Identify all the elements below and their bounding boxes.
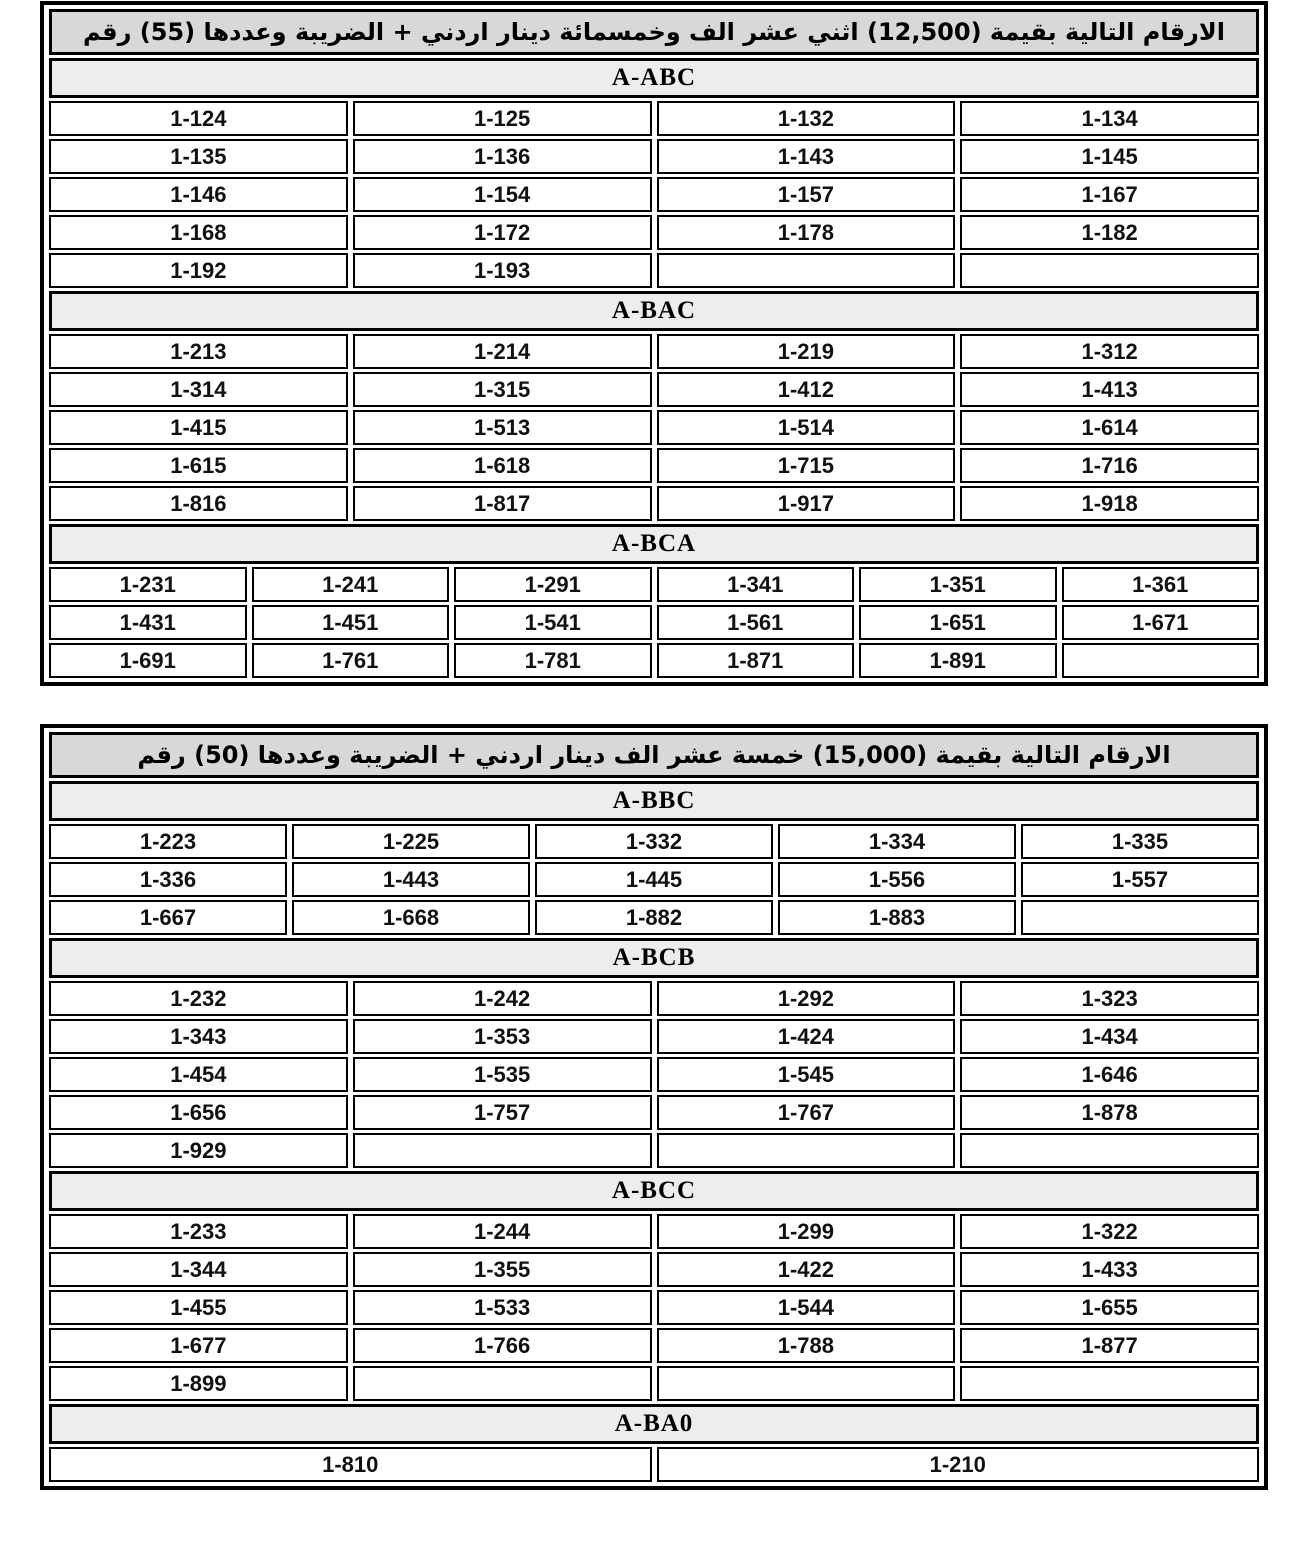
number-cell: 1-210 — [657, 1447, 1260, 1482]
number-cell: 1-716 — [960, 448, 1259, 483]
empty-cell — [960, 1133, 1259, 1168]
number-cell: 1-192 — [49, 253, 348, 288]
number-cell: 1-146 — [49, 177, 348, 212]
empty-cell — [353, 1133, 652, 1168]
number-cell: 1-291 — [454, 567, 652, 602]
number-cell: 1-766 — [353, 1328, 652, 1363]
number-cell: 1-314 — [49, 372, 348, 407]
number-cell: 1-878 — [960, 1095, 1259, 1130]
section-grid-a-bcc — [49, 1214, 1259, 1401]
number-cell: 1-343 — [49, 1019, 348, 1054]
number-cell: 1-193 — [353, 253, 652, 288]
number-cell: 1-143 — [657, 139, 956, 174]
number-cell: 1-614 — [960, 410, 1259, 445]
number-cell: 1-541 — [454, 605, 652, 640]
number-cell: 1-223 — [49, 824, 287, 859]
number-cell: 1-424 — [657, 1019, 956, 1054]
number-cell: 1-322 — [960, 1214, 1259, 1249]
number-cell: 1-431 — [49, 605, 247, 640]
document-content — [40, 1, 1268, 1490]
number-cell: 1-412 — [657, 372, 956, 407]
number-cell: 1-231 — [49, 567, 247, 602]
number-cell: 1-413 — [960, 372, 1259, 407]
empty-cell — [960, 1366, 1259, 1401]
section-header-a-abc: A-ABC — [49, 58, 1259, 98]
number-cell: 1-136 — [353, 139, 652, 174]
section-header-a-ba0: A-BA0 — [49, 1404, 1259, 1444]
section-header-a-bac: A-BAC — [49, 291, 1259, 331]
number-cell: 1-757 — [353, 1095, 652, 1130]
number-cell: 1-715 — [657, 448, 956, 483]
number-cell: 1-533 — [353, 1290, 652, 1325]
number-cell: 1-615 — [49, 448, 348, 483]
number-cell: 1-651 — [859, 605, 1057, 640]
number-cell: 1-233 — [49, 1214, 348, 1249]
number-cell: 1-434 — [960, 1019, 1259, 1054]
number-cell: 1-213 — [49, 334, 348, 369]
empty-cell — [1021, 900, 1259, 935]
number-cell: 1-788 — [657, 1328, 956, 1363]
number-cell: 1-178 — [657, 215, 956, 250]
number-cell: 1-145 — [960, 139, 1259, 174]
number-cell: 1-415 — [49, 410, 348, 445]
number-cell: 1-761 — [252, 643, 450, 678]
number-cell: 1-124 — [49, 101, 348, 136]
number-cell: 1-315 — [353, 372, 652, 407]
table-banner: الارقام التالية بقيمة (12,500) اثني عشر الف وخمسمائة دينار اردني + الضريبة وعددها (55) رقم — [49, 9, 1259, 55]
empty-cell — [657, 1133, 956, 1168]
section-grid-a-abc — [49, 101, 1259, 288]
number-cell: 1-891 — [859, 643, 1057, 678]
section-header-a-bbc: A-BBC — [49, 781, 1259, 821]
number-cell: 1-454 — [49, 1057, 348, 1092]
number-cell: 1-668 — [292, 900, 530, 935]
number-cell: 1-241 — [252, 567, 450, 602]
number-cell: 1-918 — [960, 486, 1259, 521]
number-cell: 1-556 — [778, 862, 1016, 897]
number-cell: 1-451 — [252, 605, 450, 640]
number-cell: 1-134 — [960, 101, 1259, 136]
section-grid-a-bca — [49, 567, 1259, 678]
number-cell: 1-677 — [49, 1328, 348, 1363]
number-cell: 1-646 — [960, 1057, 1259, 1092]
number-cell: 1-344 — [49, 1252, 348, 1287]
number-cell: 1-767 — [657, 1095, 956, 1130]
number-cell: 1-312 — [960, 334, 1259, 369]
number-cell: 1-167 — [960, 177, 1259, 212]
number-cell: 1-336 — [49, 862, 287, 897]
empty-cell — [1062, 643, 1260, 678]
number-cell: 1-168 — [49, 215, 348, 250]
number-cell: 1-443 — [292, 862, 530, 897]
number-cell: 1-242 — [353, 981, 652, 1016]
number-cell: 1-544 — [657, 1290, 956, 1325]
empty-cell — [657, 1366, 956, 1401]
section-header-a-bca: A-BCA — [49, 524, 1259, 564]
empty-cell — [353, 1366, 652, 1401]
number-cell: 1-182 — [960, 215, 1259, 250]
number-cell: 1-535 — [353, 1057, 652, 1092]
number-cell: 1-125 — [353, 101, 652, 136]
number-cell: 1-445 — [535, 862, 773, 897]
number-cell: 1-335 — [1021, 824, 1259, 859]
number-cell: 1-332 — [535, 824, 773, 859]
number-cell: 1-882 — [535, 900, 773, 935]
number-cell: 1-225 — [292, 824, 530, 859]
number-cell: 1-361 — [1062, 567, 1260, 602]
number-cell: 1-135 — [49, 139, 348, 174]
number-cell: 1-292 — [657, 981, 956, 1016]
number-cell: 1-323 — [960, 981, 1259, 1016]
number-cell: 1-214 — [353, 334, 652, 369]
number-cell: 1-883 — [778, 900, 1016, 935]
number-cell: 1-172 — [353, 215, 652, 250]
table-banner: الارقام التالية بقيمة (15,000) خمسة عشر الف دينار اردني + الضريبة وعددها (50) رقم — [49, 732, 1259, 778]
section-header-a-bcc: A-BCC — [49, 1171, 1259, 1211]
number-cell: 1-132 — [657, 101, 956, 136]
number-cell: 1-877 — [960, 1328, 1259, 1363]
number-cell: 1-157 — [657, 177, 956, 212]
number-cell: 1-334 — [778, 824, 1016, 859]
empty-cell — [960, 253, 1259, 288]
number-cell: 1-455 — [49, 1290, 348, 1325]
number-cell: 1-514 — [657, 410, 956, 445]
section-grid-a-bac — [49, 334, 1259, 521]
table-group-2 — [40, 724, 1268, 1490]
number-cell: 1-353 — [353, 1019, 652, 1054]
number-cell: 1-816 — [49, 486, 348, 521]
number-cell: 1-244 — [353, 1214, 652, 1249]
number-cell: 1-618 — [353, 448, 652, 483]
number-cell: 1-671 — [1062, 605, 1260, 640]
number-cell: 1-351 — [859, 567, 1057, 602]
section-grid-a-bcb — [49, 981, 1259, 1168]
number-cell: 1-299 — [657, 1214, 956, 1249]
number-cell: 1-929 — [49, 1133, 348, 1168]
number-cell: 1-154 — [353, 177, 652, 212]
section-grid-a-bbc — [49, 824, 1259, 935]
number-cell: 1-655 — [960, 1290, 1259, 1325]
number-cell: 1-513 — [353, 410, 652, 445]
empty-cell — [657, 253, 956, 288]
table-group-1 — [40, 1, 1268, 686]
number-cell: 1-817 — [353, 486, 652, 521]
number-cell: 1-656 — [49, 1095, 348, 1130]
number-cell: 1-433 — [960, 1252, 1259, 1287]
number-cell: 1-667 — [49, 900, 287, 935]
number-cell: 1-219 — [657, 334, 956, 369]
number-cell: 1-691 — [49, 643, 247, 678]
number-cell: 1-232 — [49, 981, 348, 1016]
number-cell: 1-341 — [657, 567, 855, 602]
number-cell: 1-561 — [657, 605, 855, 640]
number-cell: 1-917 — [657, 486, 956, 521]
number-cell: 1-557 — [1021, 862, 1259, 897]
number-cell: 1-422 — [657, 1252, 956, 1287]
number-cell: 1-899 — [49, 1366, 348, 1401]
section-header-a-bcb: A-BCB — [49, 938, 1259, 978]
section-grid-a-ba0 — [49, 1447, 1259, 1482]
number-cell: 1-810 — [49, 1447, 652, 1482]
number-cell: 1-781 — [454, 643, 652, 678]
number-cell: 1-871 — [657, 643, 855, 678]
number-cell: 1-545 — [657, 1057, 956, 1092]
number-cell: 1-355 — [353, 1252, 652, 1287]
